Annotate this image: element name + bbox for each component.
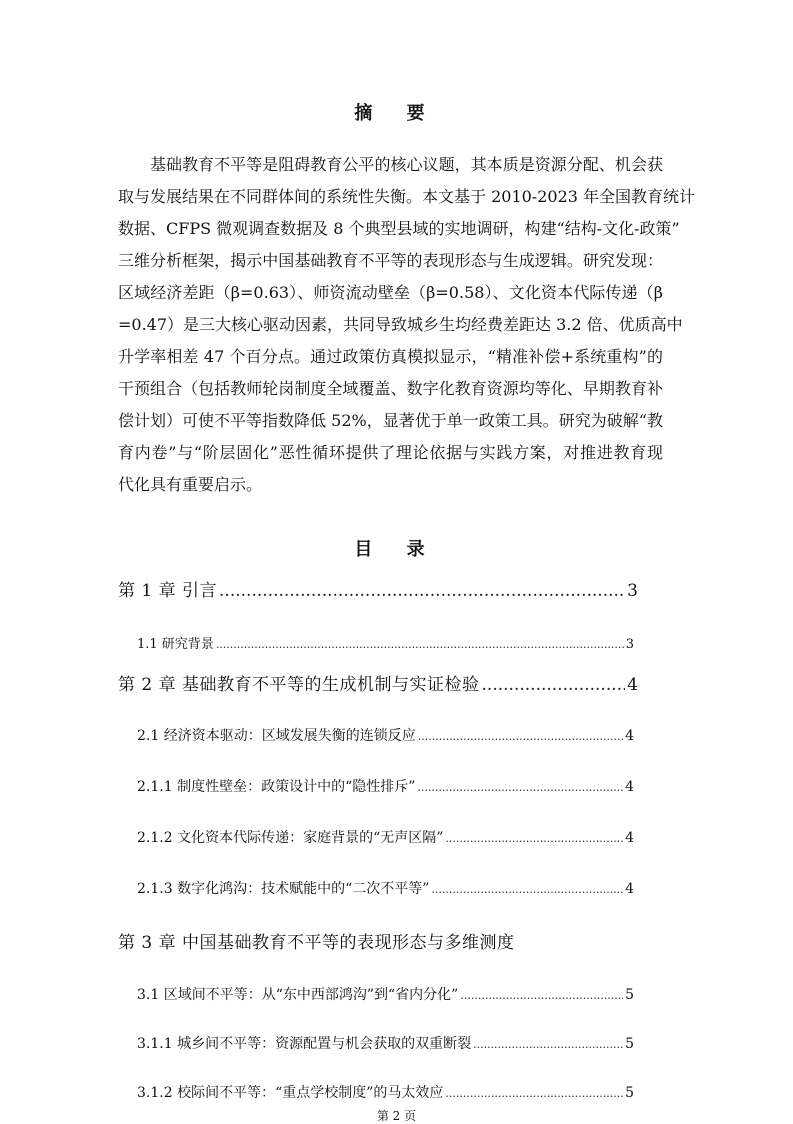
toc-page-number: 4: [627, 675, 638, 695]
toc-entry-label: 3.1 区域间不平等：从“东中西部鸿沟”到“省内分化”: [137, 987, 459, 1003]
toc-entry-label: 第 1 章 引言: [118, 581, 218, 601]
toc-page-number: 4: [625, 830, 634, 846]
toc-page-number: 5: [625, 1036, 634, 1052]
abstract-line: 偿计划）可使不平等指数降低 52%，显著优于单一政策工具。研究为破解“教: [118, 411, 663, 430]
toc-entry-label: 2.1.1 制度性壁垒：政策设计中的“隐性排斥”: [137, 779, 416, 795]
abstract-line: 区域经济差距（β=0.63）、师资流动壁垒（β=0.58）、文化资本代际传递（β: [118, 283, 663, 302]
toc-leader: [418, 728, 623, 744]
toc-page-number: 3: [625, 637, 634, 652]
toc-entry-2-1-3[interactable]: [137, 878, 634, 898]
abstract-line: 基础教育不平等是阻碍教育公平的核心议题，其本质是资源分配、机会获: [150, 155, 663, 174]
abstract-line: 代化具有重要启示。: [118, 475, 263, 494]
toc-entry-3-1-2[interactable]: [137, 1082, 634, 1102]
toc-page-number: 5: [625, 987, 634, 1003]
toc-leader: [460, 987, 623, 1003]
toc-leader: [216, 637, 624, 652]
toc-entry-label: 2.1.2 文化资本代际传递：家庭背景的“无声区隔”: [137, 830, 444, 846]
toc-page-number: 4: [625, 881, 634, 897]
abstract-line: 取与发展结果在不同群体间的系统性失衡。本文基于 2010-2023 年全国教育统计: [118, 187, 696, 206]
toc-entry-label: 第 2 章 基础教育不平等的生成机制与实证检验: [118, 675, 480, 695]
toc-page-number: 5: [625, 1085, 634, 1101]
toc-entry-3-1-1[interactable]: [137, 1033, 634, 1053]
toc-leader: [445, 1085, 623, 1101]
toc-leader: [482, 675, 626, 695]
toc-entry-chapter-3[interactable]: [118, 928, 638, 953]
toc-entry-2-1-1[interactable]: [137, 776, 634, 796]
abstract-line: 育内卷”与“阶层固化”恶性循环提供了理论依据与实践方案，对推进教育现: [118, 443, 663, 462]
toc-entry-1-1[interactable]: [137, 633, 634, 652]
abstract-line: 升学率相差 47 个百分点。通过政策仿真模拟显示，“精准补偿+系统重构”的: [118, 347, 663, 366]
abstract-line: 干预组合（包括教师轮岗制度全域覆盖、数字化教育资源均等化、早期教育补: [118, 379, 663, 398]
toc-leader: [417, 779, 623, 795]
toc-title: 目 录: [354, 539, 439, 560]
toc-entry-chapter-2[interactable]: [118, 670, 638, 695]
toc-page-number: 3: [627, 581, 638, 601]
toc-leader: [431, 881, 623, 897]
toc-entry-3-1[interactable]: [137, 984, 634, 1004]
toc-entry-label: 2.1.3 数字化鸿沟：技术赋能中的“二次不平等”: [137, 881, 430, 897]
abstract-title: 摘 要: [354, 103, 439, 124]
toc-leader: [219, 581, 625, 601]
toc-entry-label: 2.1 经济资本驱动：区域发展失衡的连锁反应: [137, 728, 416, 744]
toc-entry-label: 第 3 章 中国基础教育不平等的表现形态与多维测度: [118, 933, 515, 953]
toc-page-number: 4: [625, 728, 634, 744]
toc-entry-2-1[interactable]: [137, 725, 634, 745]
toc-entry-label: 3.1.2 校际间不平等：“重点学校制度”的马太效应: [137, 1085, 444, 1101]
toc-page-number: 4: [625, 779, 634, 795]
toc-leader: [473, 1036, 623, 1052]
abstract-line: =0.47）是三大核心驱动因素，共同导致城乡生均经费差距达 3.2 倍、优质高中: [118, 315, 683, 334]
toc-entry-2-1-2[interactable]: [137, 827, 634, 847]
toc-leader: [445, 830, 623, 846]
toc-entry-label: 1.1 研究背景: [137, 637, 214, 652]
abstract-line: 数据、CFPS 微观调查数据及 8 个典型县域的实地调研，构建“结构-文化-政策”: [118, 219, 680, 238]
toc-entry-label: 3.1.1 城乡间不平等：资源配置与机会获取的双重断裂: [137, 1036, 472, 1052]
page-number-footer: 第 2 页: [376, 1109, 417, 1123]
abstract-line: 三维分析框架，揭示中国基础教育不平等的表现形态与生成逻辑。研究发现：: [118, 251, 663, 270]
toc-entry-chapter-1[interactable]: [118, 576, 638, 601]
